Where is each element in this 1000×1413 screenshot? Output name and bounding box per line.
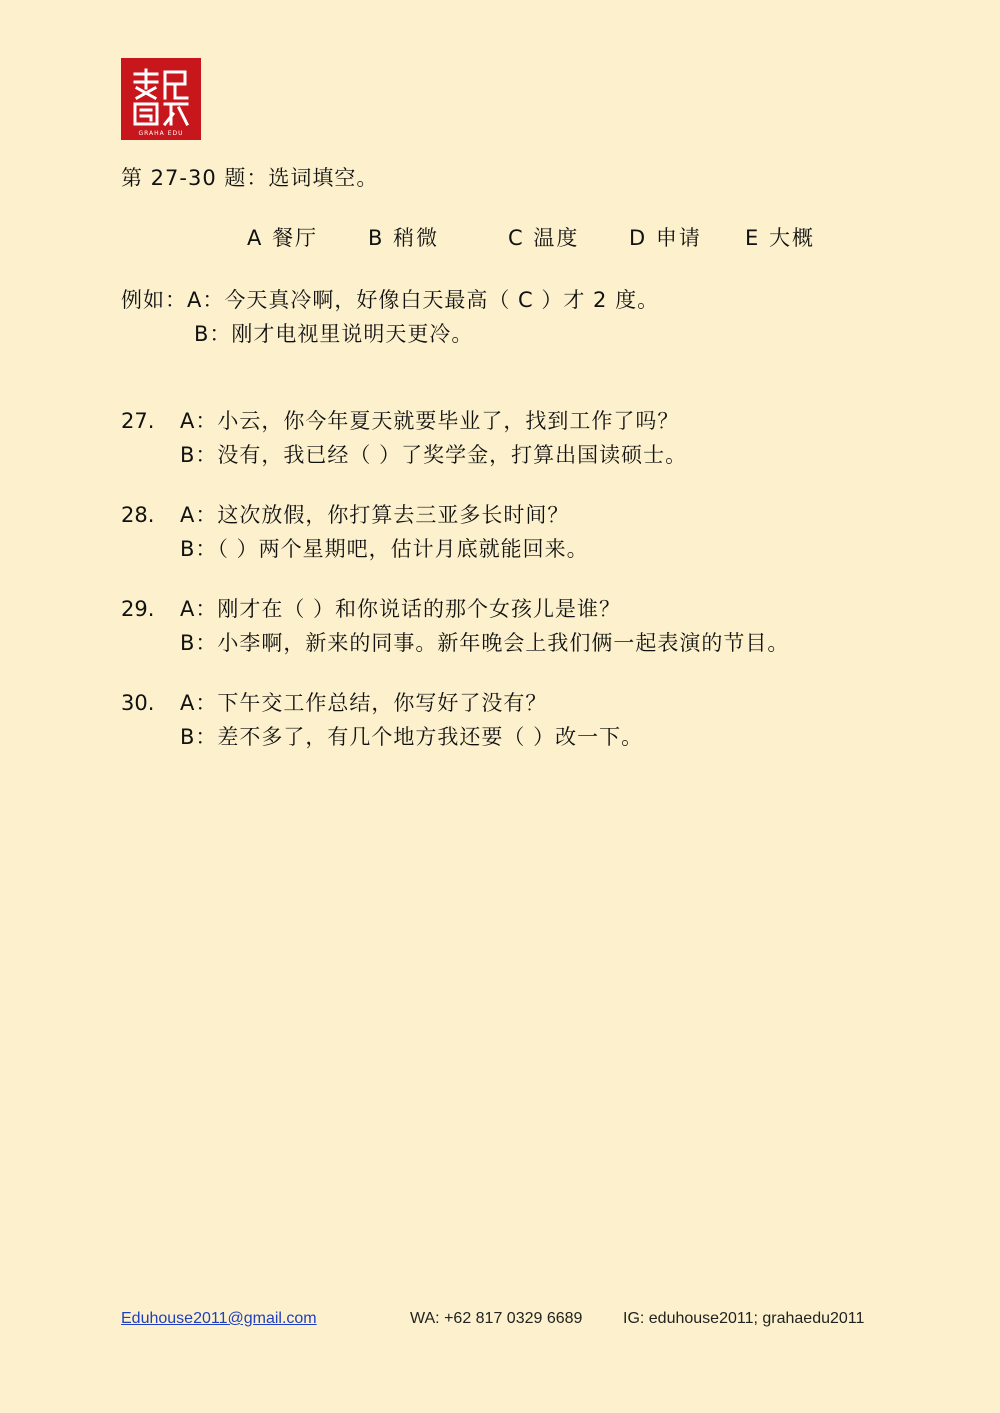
option-b: B 稍微	[368, 226, 440, 250]
logo-subtitle: GRAHA EDU	[138, 130, 184, 137]
question-line-b: B：小李啊，新来的同事。新年晚会上我们俩一起表演的节目。	[180, 631, 790, 655]
question-number: 29.	[121, 597, 155, 621]
question-line-b: B：差不多了，有几个地方我还要（ ）改一下。	[180, 725, 644, 749]
footer-whatsapp: WA: +62 817 0329 6689	[410, 1310, 583, 1327]
question-line-a: A：刚才在（ ）和你说话的那个女孩儿是谁？	[180, 597, 622, 621]
seal-icon	[121, 58, 201, 140]
question-line-a: A：这次放假，你打算去三亚多长时间？	[180, 503, 570, 527]
footer-email-link[interactable]: Eduhouse2011@gmail.com	[121, 1310, 317, 1327]
footer-instagram: IG: eduhouse2011; grahaedu2011	[623, 1310, 865, 1327]
question-line-a: A：小云，你今年夏天就要毕业了，找到工作了吗？	[180, 409, 680, 433]
instruction-title: 第 27-30 题：选词填空。	[121, 166, 379, 190]
example-label: 例如：	[121, 288, 187, 312]
option-c: C 温度	[508, 226, 580, 250]
graha-edu-logo	[121, 58, 201, 140]
example-line-b: B：刚才电视里说明天更冷。	[194, 322, 474, 346]
question-line-a: A：下午交工作总结，你写好了没有？	[180, 691, 548, 715]
question-number: 27.	[121, 409, 155, 433]
example-line-a: 例如：A：今天真冷啊，好像白天最高（ C ）才 2 度。	[121, 288, 660, 312]
question-line-b: B：没有，我已经（ ）了奖学金，打算出国读硕士。	[180, 443, 688, 467]
question-number: 30.	[121, 691, 155, 715]
option-a: A 餐厅	[247, 226, 319, 250]
question-line-b: B：（ ）两个星期吧，估计月底就能回来。	[180, 537, 589, 561]
option-e: E 大概	[745, 226, 815, 250]
option-d: D 申请	[629, 226, 702, 250]
question-number: 28.	[121, 503, 155, 527]
